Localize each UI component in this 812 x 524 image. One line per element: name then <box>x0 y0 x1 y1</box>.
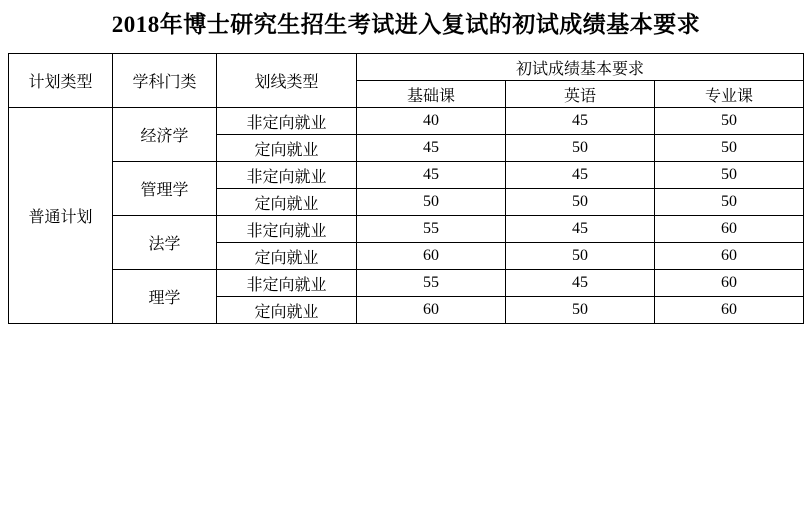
cell-basic-course: 60 <box>357 297 506 324</box>
cell-discipline: 理学 <box>113 270 217 324</box>
cell-english: 50 <box>506 189 655 216</box>
cell-major-course: 50 <box>655 189 804 216</box>
document-page <box>0 6 812 324</box>
cell-basic-course: 45 <box>357 162 506 189</box>
cell-major-course: 60 <box>655 297 804 324</box>
table-row <box>9 108 804 135</box>
cell-major-course: 50 <box>655 135 804 162</box>
cell-english: 45 <box>506 216 655 243</box>
admission-score-table <box>8 53 804 324</box>
column-header-major-course: 专业课 <box>655 81 804 108</box>
cell-major-course: 60 <box>655 270 804 297</box>
column-header-line-type: 划线类型 <box>217 54 357 108</box>
table-row <box>9 270 804 297</box>
cell-line-type: 定向就业 <box>217 135 357 162</box>
cell-major-course: 50 <box>655 162 804 189</box>
cell-line-type: 非定向就业 <box>217 162 357 189</box>
cell-basic-course: 60 <box>357 243 506 270</box>
cell-english: 45 <box>506 162 655 189</box>
cell-line-type: 定向就业 <box>217 189 357 216</box>
cell-basic-course: 40 <box>357 108 506 135</box>
cell-english: 50 <box>506 135 655 162</box>
cell-english: 50 <box>506 243 655 270</box>
table-row <box>9 162 804 189</box>
cell-discipline: 管理学 <box>113 162 217 216</box>
table-row <box>9 216 804 243</box>
cell-line-type: 定向就业 <box>217 297 357 324</box>
cell-line-type: 定向就业 <box>217 243 357 270</box>
cell-major-course: 60 <box>655 216 804 243</box>
cell-plan-type: 普通计划 <box>9 108 113 324</box>
cell-line-type: 非定向就业 <box>217 108 357 135</box>
page-title: 2018年博士研究生招生考试进入复试的初试成绩基本要求 <box>111 12 701 37</box>
column-header-score-group: 初试成绩基本要求 <box>357 54 804 81</box>
cell-discipline: 经济学 <box>113 108 217 162</box>
table-header-row-1 <box>9 54 804 81</box>
cell-basic-course: 50 <box>357 189 506 216</box>
cell-line-type: 非定向就业 <box>217 216 357 243</box>
cell-english: 45 <box>506 270 655 297</box>
column-header-english: 英语 <box>506 81 655 108</box>
cell-major-course: 60 <box>655 243 804 270</box>
column-header-plan-type: 计划类型 <box>9 54 113 108</box>
cell-line-type: 非定向就业 <box>217 270 357 297</box>
cell-basic-course: 45 <box>357 135 506 162</box>
cell-english: 45 <box>506 108 655 135</box>
column-header-basic-course: 基础课 <box>357 81 506 108</box>
cell-english: 50 <box>506 297 655 324</box>
column-header-discipline: 学科门类 <box>113 54 217 108</box>
cell-discipline: 法学 <box>113 216 217 270</box>
cell-major-course: 50 <box>655 108 804 135</box>
cell-basic-course: 55 <box>357 270 506 297</box>
cell-basic-course: 55 <box>357 216 506 243</box>
